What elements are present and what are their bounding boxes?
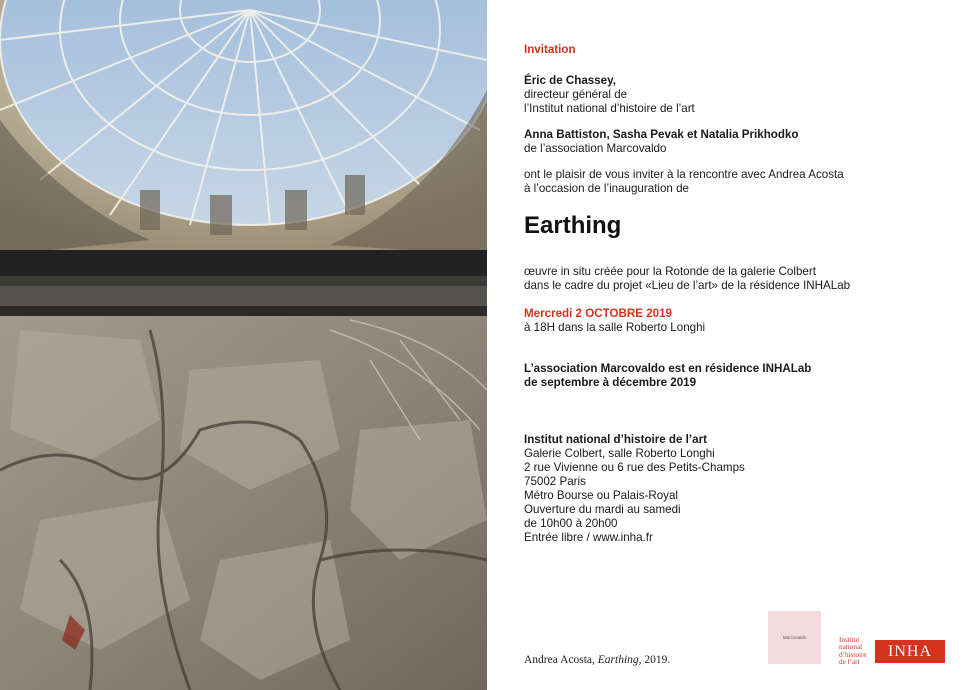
host1-line: directeur général de xyxy=(524,88,628,101)
institut-logo-line: national xyxy=(839,643,863,652)
address-website: Entrée libre / www.inha.fr xyxy=(524,531,653,544)
caption-work: Earthing xyxy=(597,654,639,666)
marcovaldo-logo xyxy=(768,611,821,664)
intro-line: à l’occasion de l’inauguration de xyxy=(524,182,690,195)
institut-logo-line: de l’art xyxy=(839,658,860,667)
inha-logo xyxy=(875,640,945,663)
event-time-place: à 18H dans la salle Roberto Longhi xyxy=(524,321,706,334)
address-line: Ouverture du mardi au samedi xyxy=(524,503,681,516)
address-line: de 10h00 à 20h00 xyxy=(524,517,618,530)
host2-line: de l’association Marcovaldo xyxy=(524,142,667,155)
address-line: Galerie Colbert, salle Roberto Longhi xyxy=(524,447,715,460)
event-date: Mercredi 2 OCTOBRE 2019 xyxy=(524,307,672,320)
description-line: dans le cadre du projet «Lieu de l’art» de la résidence INHALab xyxy=(524,279,851,292)
address-line: 2 rue Vivienne ou 6 rue des Petits-Champs xyxy=(524,461,745,474)
host1-name: Éric de Chassey, xyxy=(524,74,616,87)
address-institution: Institut national d’histoire de l’art xyxy=(524,433,707,446)
inha-logo-text: INHA xyxy=(888,642,932,660)
photo-caption xyxy=(524,654,670,666)
host1-line: l’Institut national d’histoire de l’art xyxy=(524,102,695,115)
caption-artist: Andrea Acosta, xyxy=(524,654,598,666)
description-line: œuvre in situ créée pour la Rotonde de la galerie Colbert xyxy=(524,265,816,278)
invitation-label: Invitation xyxy=(524,43,576,56)
institut-logo-line: d’histoire xyxy=(839,650,867,659)
residency-line: L’association Marcovaldo est en résidence INHALab xyxy=(524,362,812,375)
address-line: Métro Bourse ou Palais-Royal xyxy=(524,489,679,502)
residency-line: de septembre à décembre 2019 xyxy=(524,376,697,389)
event-title: Earthing xyxy=(524,212,622,239)
institut-logo-text xyxy=(839,637,867,667)
intro-line: ont le plaisir de vous inviter à la rencontre avec Andrea Acosta xyxy=(524,168,844,181)
caption-year: , 2019. xyxy=(638,654,671,666)
institut-logo-line: Institut xyxy=(839,636,860,644)
address-line: 75002 Paris xyxy=(524,475,586,488)
host2-names: Anna Battiston, Sasha Pevak et Natalia Prikhodko xyxy=(524,128,799,141)
marcovaldo-logo-text: Marcovaldo xyxy=(782,635,807,640)
